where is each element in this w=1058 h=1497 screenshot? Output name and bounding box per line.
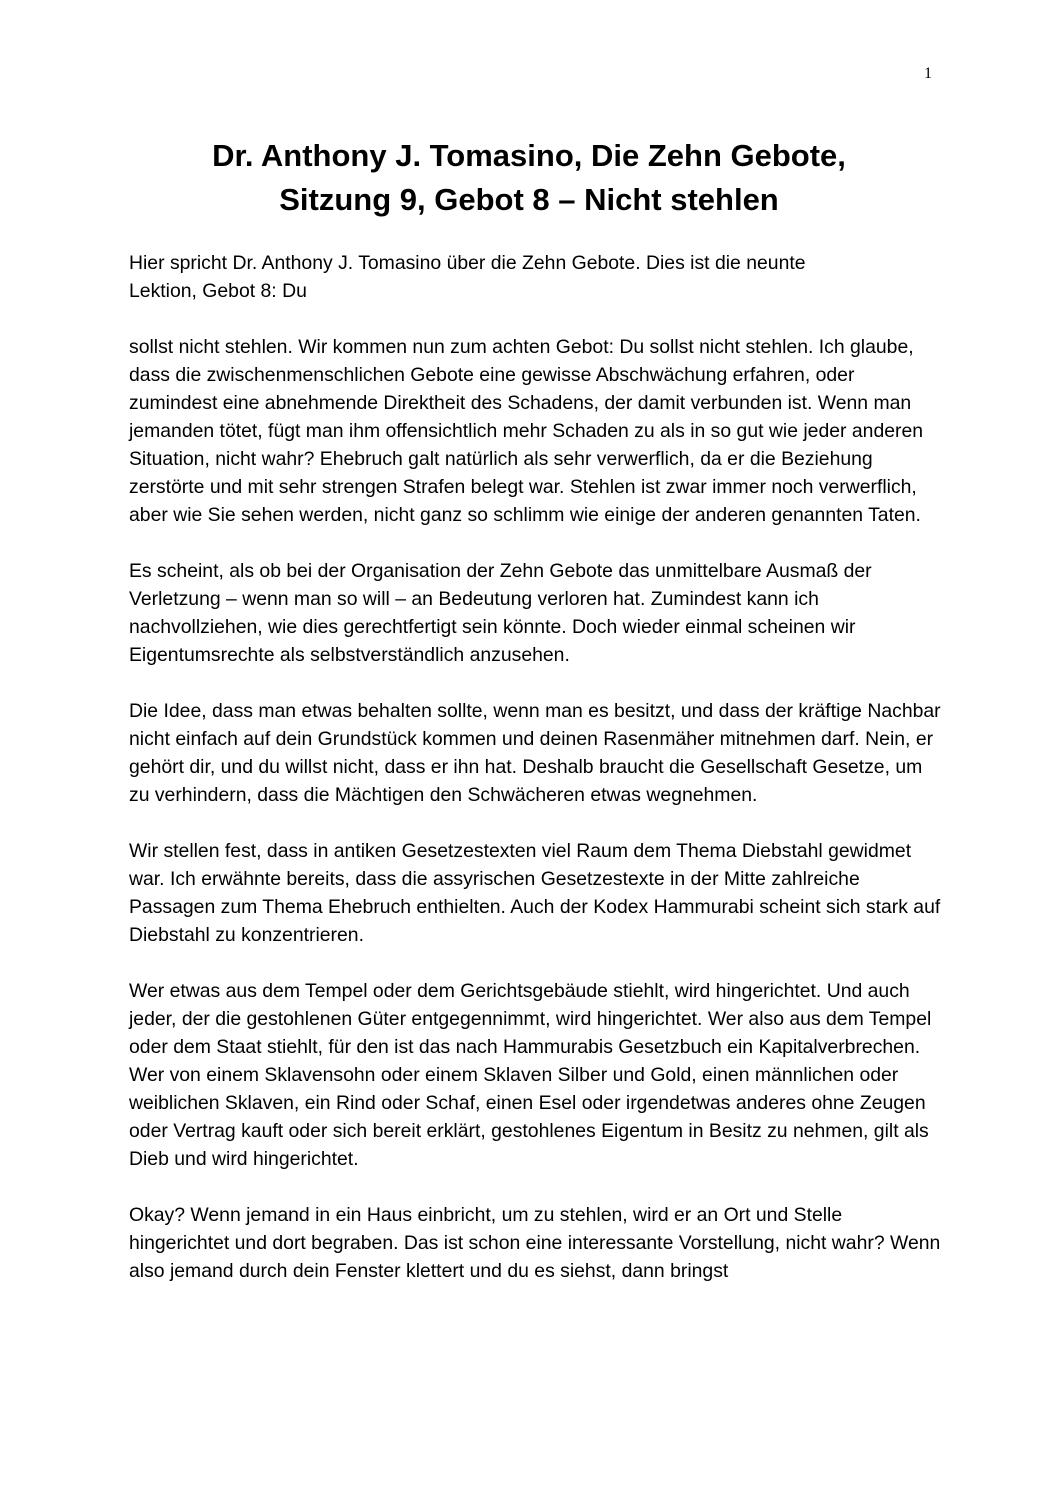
document-body <box>129 249 941 1313</box>
document-title-line-1: Dr. Anthony J. Tomasino, Die Zehn Gebote, <box>212 138 846 173</box>
intro-paragraph <box>129 249 941 305</box>
body-paragraph-4: Wir stellen fest, dass in antiken Gesetzestexten viel Raum dem Thema Diebstahl gewidmet war. Ich erwähnte bereits, dass die assyrischen Gesetzestexte in der Mitte zahlreiche Passagen zum Thema Ehebruch enthielten. Auch der Kodex Hammurabi scheint sich stark auf Diebstahl zu konzentrieren. <box>129 840 941 946</box>
page-number: 1 <box>924 65 932 82</box>
body-paragraph-1: sollst nicht stehlen. Wir kommen nun zum achten Gebot: Du sollst nicht stehlen. Ich glaube, dass die zwischenmenschlichen Gebote eine gewisse Abschwächung erfahren, oder zumindest eine abnehmende Direktheit des Schadens, der damit verbunden ist. Wenn man jemanden tötet, fügt man ihm offensichtlich mehr Schaden zu als in so gut wie jeder anderen Situation, nicht wahr? Ehebruch galt natürlich als sehr verwerflich, da er die Beziehung zerstörte und mit sehr strengen Strafen belegt war. Stehlen ist zwar immer noch verwerflich, aber wie Sie sehen werden, nicht ganz so schlimm wie einige der anderen genannten Taten. <box>129 336 924 526</box>
body-paragraph-6: Okay? Wenn jemand in ein Haus einbricht, um zu stehlen, wird er an Ort und Stelle hingerichtet und dort begraben. Das ist schon eine interessante Vorstellung, nicht wahr? Wenn also jemand durch dein Fenster klettert und du es siehst, dann bringst <box>129 1204 941 1282</box>
intro-line-1: Hier spricht Dr. Anthony J. Tomasino über die Zehn Gebote. Dies ist die neunte <box>129 252 806 274</box>
body-paragraph-5: Wer etwas aus dem Tempel oder dem Gerichtsgebäude stiehlt, wird hingerichtet. Und auch jeder, der die gestohlenen Güter entgegennimmt, wird hingerichtet. Wer also aus dem Tempel oder dem Staat stiehlt, für den ist das nach Hammurabis Gesetzbuch ein Kapitalverbrechen. Wer von einem Sklavensohn oder einem Sklaven Silber und Gold, einen männlichen oder weiblichen Sklaven, ein Rind oder Schaf, einen Esel oder irgendetwas anderes ohne Zeugen oder Vertrag kauft oder sich bereit erklärt, gestohlenes Eigentum in Besitz zu nehmen, gilt als Dieb und wird hingerichtet. <box>129 980 932 1170</box>
body-paragraph-3: Die Idee, dass man etwas behalten sollte, wenn man es besitzt, und dass der kräftige Nachbar nicht einfach auf dein Grundstück kommen und deinen Rasenmäher mitnehmen darf. Nein, er gehört dir, und du willst nicht, dass er ihn hat. Deshalb braucht die Gesellschaft Gesetze, um zu verhindern, dass die Mächtigen den Schwächeren etwas wegnehmen. <box>129 700 941 806</box>
document-title-line-2: Sitzung 9, Gebot 8 – Nicht stehlen <box>279 182 779 217</box>
document-title <box>100 134 958 222</box>
intro-line-2: Lektion, Gebot 8: Du <box>129 280 307 302</box>
body-paragraph-2: Es scheint, als ob bei der Organisation der Zehn Gebote das unmittelbare Ausmaß der Verletzung – wenn man so will – an Bedeutung verloren hat. Zumindest kann ich nachvollziehen, wie dies gerechtfertigt sein könnte. Doch wieder einmal scheinen wir Eigentumsrechte als selbstverständlich anzusehen. <box>129 560 872 666</box>
